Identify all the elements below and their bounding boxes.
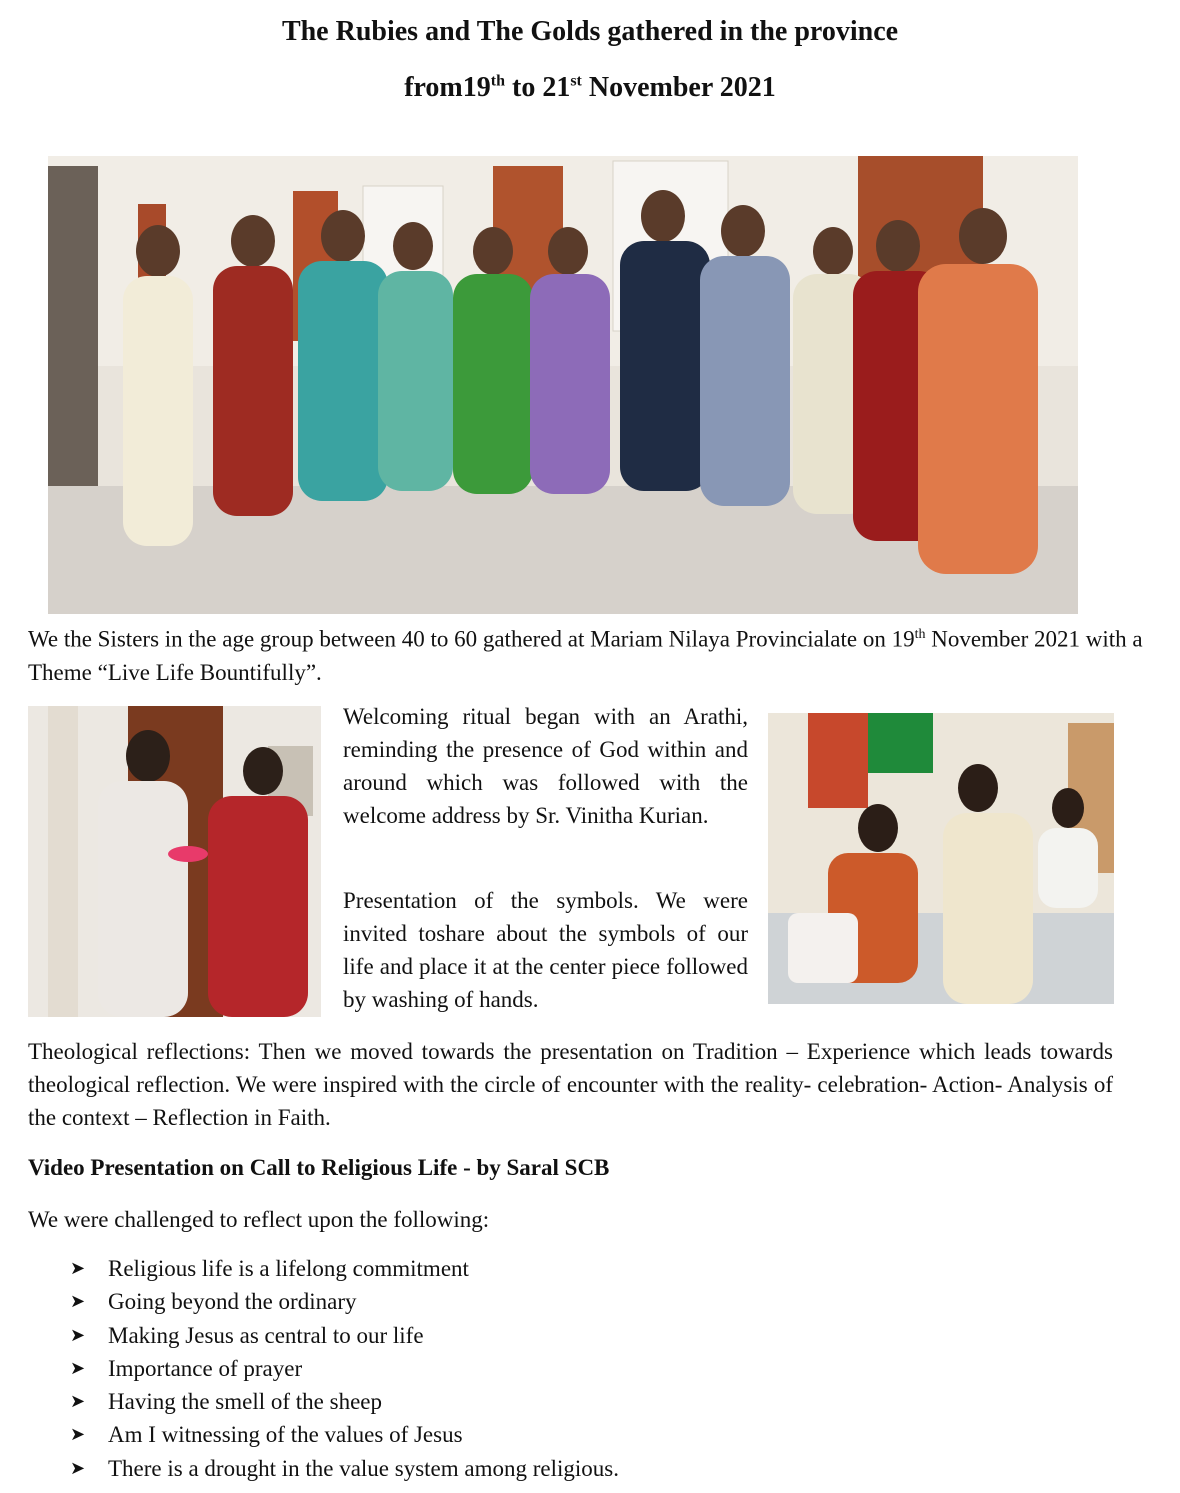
list-item: ➤ There is a drought in the value system among religious. xyxy=(70,1452,619,1485)
group-photo xyxy=(48,156,1078,614)
page-title: The Rubies and The Golds gathered in the province xyxy=(281,16,899,47)
symbols-presentation-photo xyxy=(768,713,1114,1004)
video-presentation-heading: Video Presentation on Call to Religious Life - by Saral SCB xyxy=(28,1155,610,1180)
list-item: ➤ Importance of prayer xyxy=(70,1352,619,1385)
symbols-text: Presentation of the symbols. We were invited toshare about the symbols of our life and place it at the center piece followed by washing of hands. xyxy=(343,888,748,1012)
list-item: ➤ Having the smell of the sheep xyxy=(70,1385,619,1418)
arrow-bullet-icon: ➤ xyxy=(70,1324,86,1346)
arrow-bullet-icon: ➤ xyxy=(70,1457,86,1479)
list-item: ➤ Am I witnessing of the values of Jesus xyxy=(70,1418,619,1451)
intro-paragraph: We the Sisters in the age group between 40 to 60 gathered at Mariam Nilaya Provincialate on 19th November 2021 with a Theme “Live Life Bountifully”. xyxy=(28,626,1143,685)
welcoming-ritual-text: Welcoming ritual began with an Arathi, reminding the presence of God within and around which was followed with the welcome address by Sr. Vinitha Kurian. xyxy=(343,704,748,828)
list-item: ➤ Going beyond the ordinary xyxy=(70,1285,619,1318)
challenge-intro: We were challenged to reflect upon the following: xyxy=(28,1207,490,1232)
arrow-bullet-icon: ➤ xyxy=(70,1424,86,1446)
arrow-bullet-icon: ➤ xyxy=(70,1258,86,1279)
reflection-points-list xyxy=(70,1252,619,1485)
theological-reflections-paragraph: Theological reflections: Then we moved towards the presentation on Tradition – Experience which leads towards theological reflection. We were inspired with the circle of encounter with the reality- celebration- Action- Analysis of the context – Reflection in Faith. xyxy=(28,1039,1113,1130)
list-item: ➤ Religious life is a lifelong commitment xyxy=(70,1252,619,1285)
welcoming-ritual-photo xyxy=(28,706,321,1017)
page-subtitle-dates: from19th to 21st November 2021 xyxy=(404,72,776,103)
list-item: ➤ Making Jesus as central to our life xyxy=(70,1319,619,1352)
arrow-bullet-icon: ➤ xyxy=(70,1291,86,1313)
arrow-bullet-icon: ➤ xyxy=(70,1391,86,1413)
arrow-bullet-icon: ➤ xyxy=(70,1357,86,1379)
